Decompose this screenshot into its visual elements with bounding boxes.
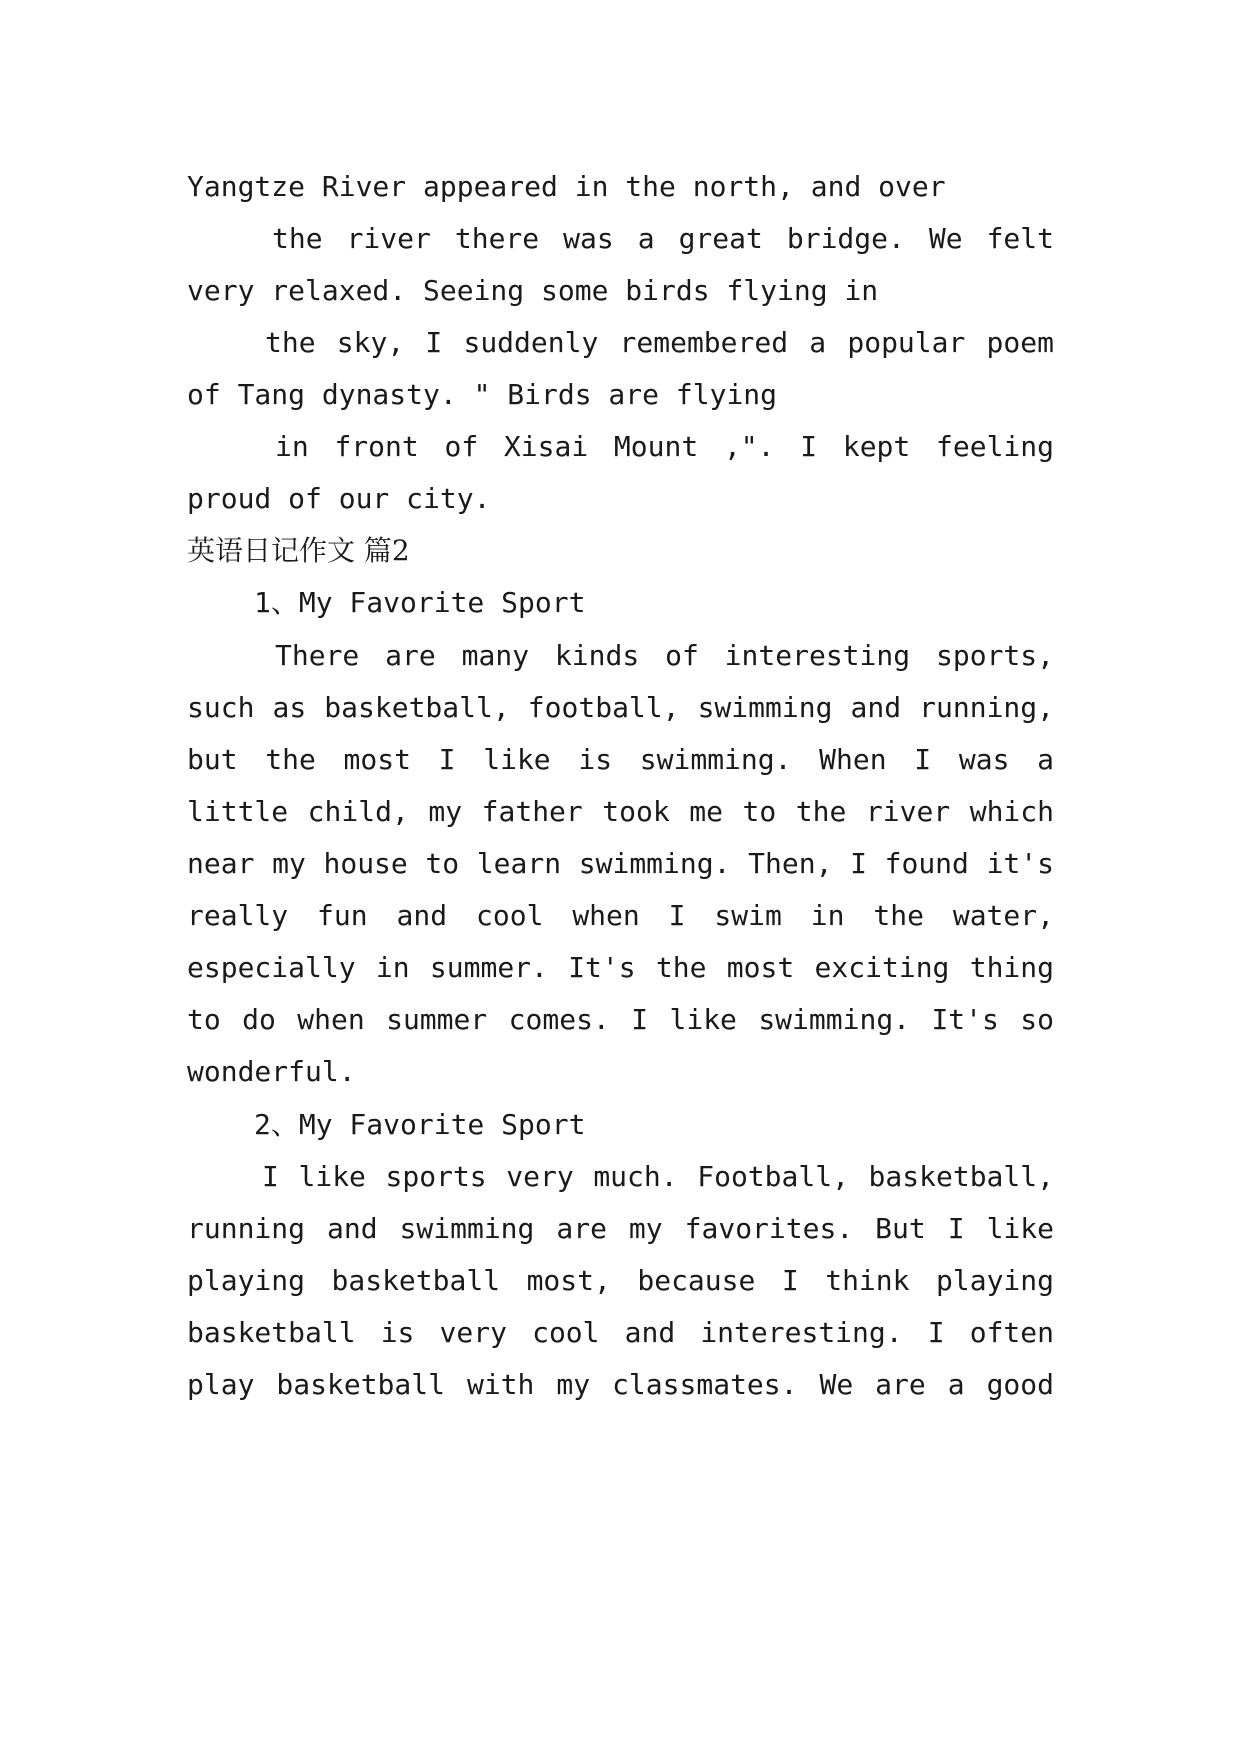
text-line: basketball is very cool and interesting. I often — [187, 1316, 1054, 1349]
subheading-my-favorite-sport-1: 1、My Favorite Sport — [254, 586, 586, 619]
text-line: playing basketball most, because I think playing — [187, 1264, 1054, 1297]
text-line: in front of Xisai Mount ,". I kept feeling — [275, 430, 1054, 463]
text-line: near my house to learn swimming. Then, I found it's — [187, 847, 1054, 880]
text-line: especially in summer. It's the most exciting thing — [187, 951, 1054, 984]
subheading-my-favorite-sport-2: 2、My Favorite Sport — [254, 1108, 586, 1141]
text-line: I like sports very much. Football, basketball, — [262, 1160, 1054, 1193]
text-line: proud of our city. — [187, 482, 491, 515]
text-line: of Tang dynasty. " Birds are flying — [187, 378, 778, 411]
text-line: to do when summer comes. I like swimming. It's so — [187, 1003, 1054, 1036]
text-line: There are many kinds of interesting sports, — [275, 639, 1054, 672]
text-line: the sky, I suddenly remembered a popular poem — [265, 326, 1054, 359]
text-line: little child, my father took me to the river which — [187, 795, 1054, 828]
text-line: Yangtze River appeared in the north, and over — [187, 170, 946, 203]
section-heading: 英语日记作文 篇2 — [187, 534, 410, 567]
text-line: but the most I like is swimming. When I was a — [187, 743, 1054, 776]
text-line: really fun and cool when I swim in the water, — [187, 899, 1054, 932]
text-line: wonderful. — [187, 1055, 356, 1088]
text-line: such as basketball, football, swimming and running, — [187, 691, 1054, 724]
text-line: running and swimming are my favorites. But I like — [187, 1212, 1054, 1245]
text-line: the river there was a great bridge. We felt — [272, 222, 1054, 255]
text-line: very relaxed. Seeing some birds flying in — [187, 274, 879, 307]
text-line: play basketball with my classmates. We are a good — [187, 1368, 1054, 1401]
